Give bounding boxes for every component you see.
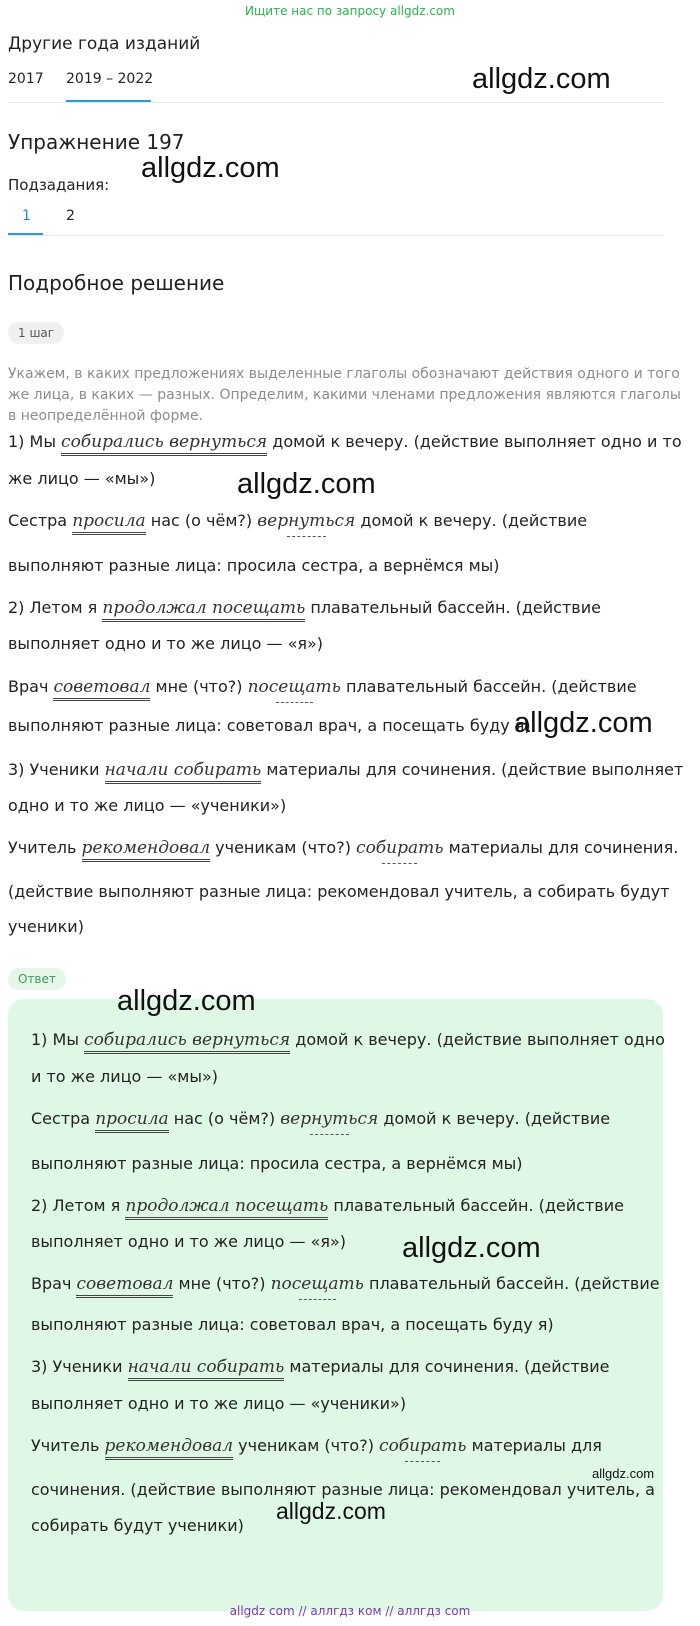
answer-sentence-4-line-1: Врач советовал мне (что?) посещать плавательный бассейн. (действие (31, 1274, 660, 1294)
predicate-highlight: начали собирать (128, 1357, 285, 1381)
watermark: allgdz.com (276, 1498, 386, 1524)
watermark: allgdz.com (237, 468, 376, 500)
watermark: allgdz.com (117, 985, 256, 1017)
editions-title: Другие года изданий (8, 34, 201, 54)
sentence-3-line-2: выполняет одно и то же лицо — «я») (8, 634, 324, 653)
predicate-highlight: собирались вернуться (61, 432, 267, 456)
predicate-highlight: собирались вернуться (84, 1030, 290, 1054)
sentence-6-line-1: Учитель рекомендовал ученикам (что?) собирать материалы для сочинения. (8, 838, 678, 858)
watermark: allgdz.com (141, 152, 280, 184)
sentence-4-line-2: выполняют разные лица: советовал врач, а посещать буду я) (8, 716, 531, 735)
sentence-5-line-1: 3) Ученики начали собирать материалы для сочинения. (действие выполняет (8, 760, 683, 780)
predicate-highlight: рекомендовал (105, 1436, 234, 1460)
answer-sentence-2-line-2: выполняют разные лица: просила сестра, а вернёмся мы) (31, 1154, 523, 1173)
answer-sentence-3-line-1: 2) Летом я продолжал посещать плавательный бассейн. (действие (31, 1196, 624, 1216)
answer-sentence-5-line-2: выполняет одно и то же лицо — «ученики») (31, 1394, 407, 1413)
step-badge: 1 шаг (8, 322, 64, 344)
sentence-6-line-2: (действие выполняют разные лица: рекомендовал учитель, а собирать будут (8, 882, 670, 901)
predicate-highlight: рекомендовал (82, 838, 211, 862)
tab-year-2019-2022[interactable]: 2019 – 2022 (66, 71, 154, 87)
solution-title: Подробное решение (8, 271, 225, 295)
predicate-highlight: начали собирать (105, 760, 262, 784)
object-highlight: вернуться (280, 1109, 379, 1129)
answer-sentence-4-line-2: выполняют разные лица: советовал врач, а посещать буду я) (31, 1315, 554, 1334)
predicate-highlight: советовал (76, 1274, 173, 1298)
sentence-3-line-1: 2) Летом я продолжал посещать плавательный бассейн. (действие (8, 598, 601, 618)
answer-sentence-6-line-2: сочинения. (действие выполняют разные лица: рекомендовал учитель, а (31, 1480, 655, 1499)
divider (8, 102, 663, 103)
object-highlight: вернуться (257, 511, 356, 531)
sentence-5-line-2: одно и то же лицо — «ученики») (8, 796, 287, 815)
sentence-2-line-2: выполняют разные лица: просила сестра, а вернёмся мы) (8, 556, 500, 575)
predicate-highlight: продолжал посещать (102, 598, 305, 622)
sentence-6-line-3: ученики) (8, 917, 84, 936)
answer-sentence-6-line-1: Учитель рекомендовал ученикам (что?) собирать материалы для (31, 1436, 602, 1456)
predicate-highlight: просила (95, 1109, 169, 1133)
watermark: allgdz.com (402, 1232, 541, 1264)
watermark: allgdz.com (514, 707, 653, 739)
object-highlight: собирать (379, 1436, 467, 1456)
predicate-highlight: советовал (53, 677, 150, 701)
sentence-2-line-1: Сестра просила нас (о чём?) вернуться домой к вечеру. (действие (8, 511, 587, 531)
predicate-highlight: продолжал посещать (125, 1196, 328, 1220)
tab-year-2017[interactable]: 2017 (8, 71, 44, 87)
top-banner[interactable]: Ищите нас по запросу allgdz.com (245, 4, 455, 18)
answer-sentence-1-line-2: и то же лицо — «мы») (31, 1067, 219, 1086)
object-highlight: собирать (356, 838, 444, 858)
watermark: allgdz.com (592, 1466, 655, 1481)
answer-sentence-2-line-1: Сестра просила нас (о чём?) вернуться домой к вечеру. (действие (31, 1109, 610, 1129)
footer-links[interactable]: allgdz com // аллгдз ком // аллгдз com (229, 1604, 471, 1618)
object-highlight: посещать (247, 677, 341, 697)
tab-subtask-2[interactable]: 2 (66, 208, 75, 224)
answer-sentence-3-line-2: выполняет одно и то же лицо — «я») (31, 1232, 347, 1251)
object-highlight: посещать (270, 1274, 364, 1294)
solution-intro: Укажем, в каких предложениях выделенные глаголы обозначают действия одного и того же лица, в каких — разных. Определим, какими членами предложения являются глаголы в неопределённой форме. (8, 366, 681, 424)
answer-sentence-6-line-3: собирать будут ученики) (31, 1516, 244, 1535)
sentence-1-line-1: 1) Мы собирались вернуться домой к вечеру. (действие выполняет одно и то (8, 432, 682, 452)
tab-subtask-1[interactable]: 1 (22, 208, 31, 224)
predicate-highlight: просила (72, 511, 146, 535)
answer-sentence-1-line-1: 1) Мы собирались вернуться домой к вечеру. (действие выполняет одно (31, 1030, 665, 1050)
sentence-4-line-1: Врач советовал мне (что?) посещать плавательный бассейн. (действие (8, 677, 637, 697)
divider (8, 235, 663, 236)
answer-sentence-5-line-1: 3) Ученики начали собирать материалы для сочинения. (действие (31, 1357, 609, 1377)
answer-badge: Ответ (8, 968, 66, 990)
watermark: allgdz.com (472, 63, 611, 95)
sentence-1-line-2: же лицо — «мы») (8, 469, 156, 488)
subtasks-label: Подзадания: (8, 176, 110, 194)
exercise-title: Упражнение 197 (8, 130, 185, 154)
